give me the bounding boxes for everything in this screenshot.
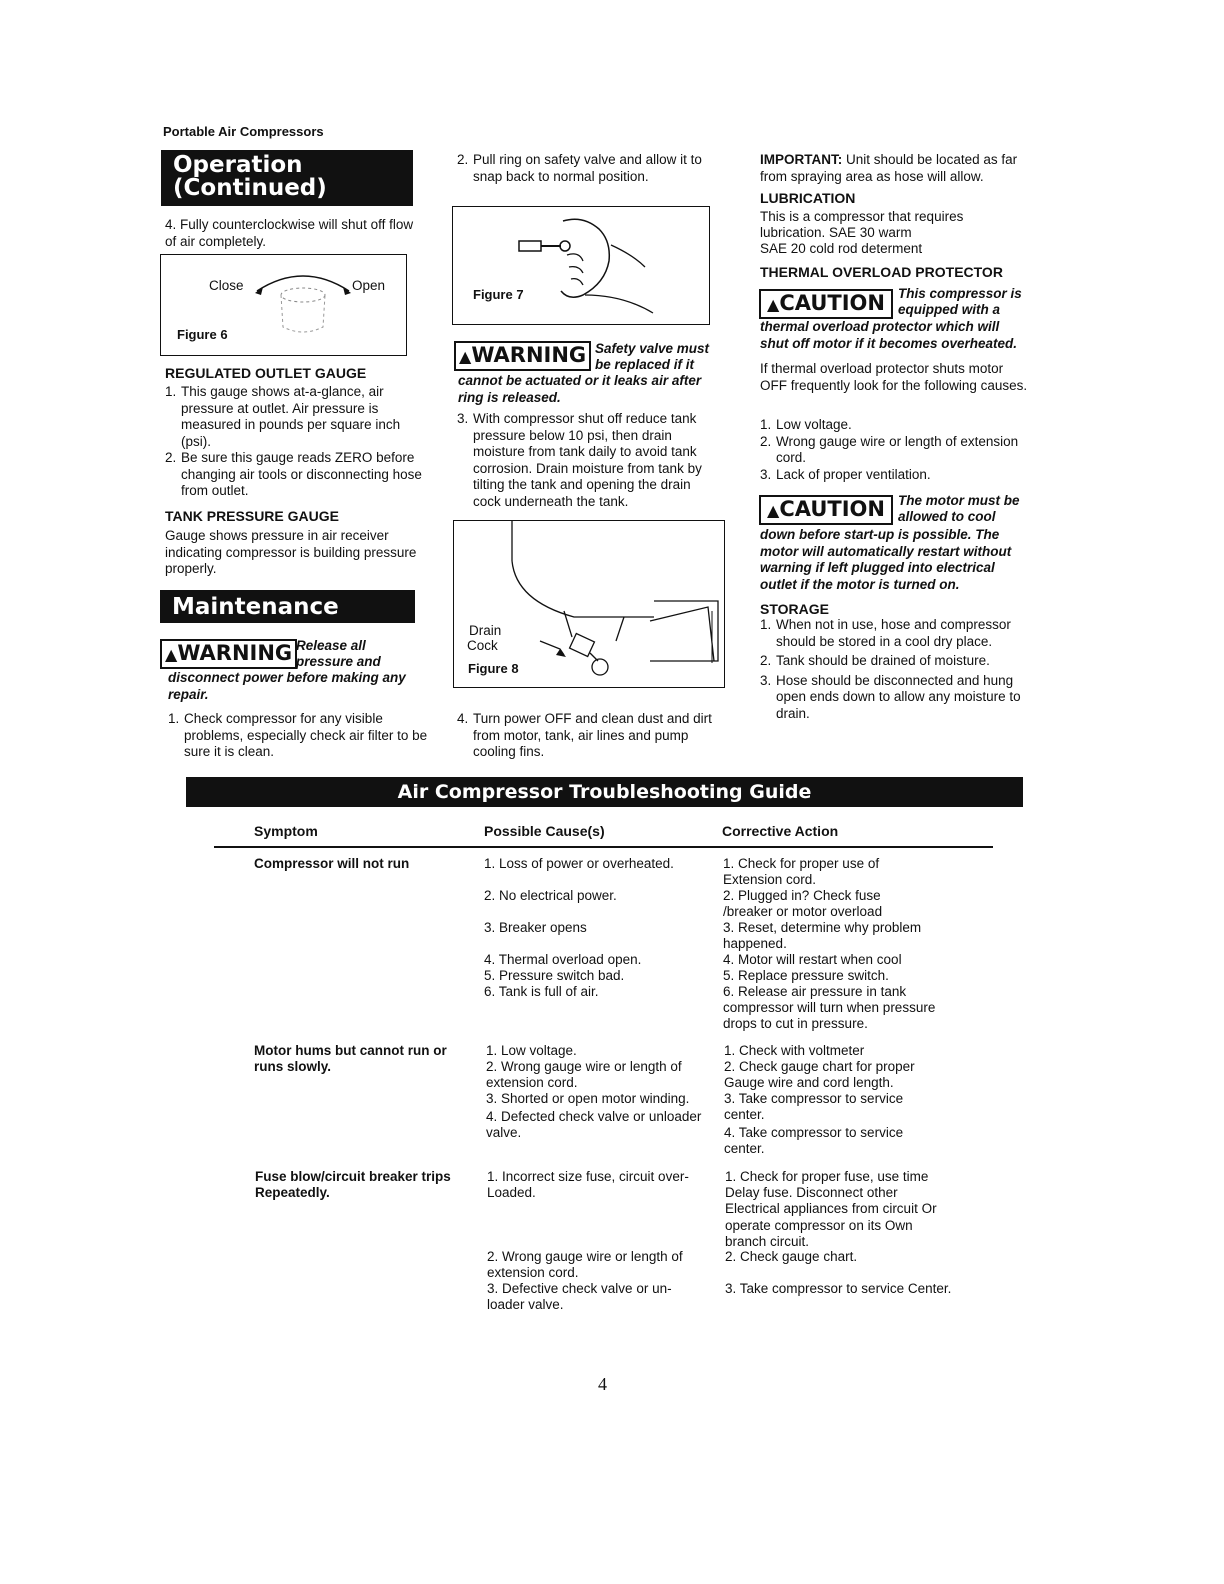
lubrication-line1: This is a compressor that requires <box>760 209 964 224</box>
storage-title: STORAGE <box>760 601 829 617</box>
safety-warning-badge: ▲WARNING <box>454 341 591 371</box>
section-header: Portable Air Compressors <box>163 124 324 139</box>
col2-step3 <box>457 411 719 510</box>
operation-banner-line1: Operation <box>173 152 303 178</box>
tank-gauge-title: TANK PRESSURE GAUGE <box>165 508 339 524</box>
action-cell: 3. Take compressor to service center. <box>724 1091 904 1123</box>
cause-cell: 5. Pressure switch bad. <box>484 968 625 983</box>
figure8-cock-label: Cock <box>467 638 498 653</box>
list-item: 2. Wrong gauge wire or length of extension cord. <box>760 433 1019 465</box>
thermal-title: THERMAL OVERLOAD PROTECTOR <box>760 264 1003 280</box>
caution-icon: ▲ <box>767 295 780 314</box>
motor-caution-text-b: allowed to cool <box>898 509 996 524</box>
lubrication-line2: lubrication. SAE 30 warm <box>760 225 912 240</box>
figure6-close-label: Close <box>209 278 244 293</box>
action-cell: 2. Check gauge chart for proper Gauge wire and cord length. <box>724 1059 915 1091</box>
col2-step4 <box>457 711 732 761</box>
list-item: 1. Check compressor for any visible problems, especially check air filter to be sure it is clean. <box>168 711 428 759</box>
warning-icon: ▲ <box>165 645 178 664</box>
thermal-causes-list <box>760 417 1020 483</box>
page-number: 4 <box>598 1374 607 1394</box>
maintenance-warning-badge: ▲WARNING <box>160 639 297 669</box>
maintenance-warning-text-c: disconnect power before making any repair. <box>168 670 406 702</box>
action-cell: 2. Plugged in? Check fuse /breaker or motor overload <box>723 888 883 920</box>
maintenance-warning-text-b: pressure and <box>296 654 381 669</box>
list-item: 3. Lack of proper ventilation. <box>760 466 931 482</box>
figure6-open-label: Open <box>352 278 386 293</box>
action-cell: 1. Check for proper fuse, use time Delay fuse. Disconnect other Electrical appliances from circuit Or operate compressor on its Own branch circuit. <box>725 1169 937 1249</box>
cause-cell: 2. Wrong gauge wire or length of extension cord. <box>487 1249 683 1281</box>
figure8-drain-label: Drain <box>469 623 502 638</box>
list-item: 1. This gauge shows at-a-glance, air pressure at outlet. Air pressure is measured in pounds per square inch (psi). <box>165 384 401 449</box>
figure8-label: Figure 8 <box>468 661 519 676</box>
header-divider <box>214 846 993 848</box>
col2-step2 <box>457 152 719 185</box>
column-header-symptom: Symptom <box>254 823 318 839</box>
symptom-cell: Motor hums but cannot run or runs slowly. <box>254 1043 447 1075</box>
cause-cell: 2. Wrong gauge wire or length of extension cord. <box>486 1059 682 1091</box>
list-item: 1. Low voltage. <box>760 417 852 432</box>
figure-8 <box>453 520 725 688</box>
action-cell: 6. Release air pressure in tank compressor will turn when pressure drops to cut in pressure. <box>723 984 936 1032</box>
cause-cell: 6. Tank is full of air. <box>484 984 599 999</box>
cause-cell: 1. Incorrect size fuse, circuit over-Loaded. <box>487 1169 689 1201</box>
storage-list <box>760 617 1030 722</box>
figure-6 <box>160 254 407 356</box>
list-item: 1. When not in use, hose and compressor should be stored in a cool dry place. <box>760 617 1011 649</box>
operation-banner-line2: (Continued) <box>173 175 327 201</box>
operation-banner <box>161 150 413 206</box>
list-item: 2. Tank should be drained of moisture. <box>760 653 990 668</box>
figure6-label: Figure 6 <box>177 327 228 342</box>
figure7-label: Figure 7 <box>473 287 524 302</box>
symptom-cell: Fuse blow/circuit breaker trips Repeatedly. <box>255 1169 451 1201</box>
cause-cell: 3. Defective check valve or un-loader valve. <box>487 1281 672 1313</box>
cause-cell: 1. Low voltage. <box>486 1043 577 1058</box>
motor-caution-text-c: down before start-up is possible. The motor will automatically restart without warning if left plugged into electrical outlet if the motor is turned on. <box>760 527 1012 592</box>
thermal-caution-badge: ▲CAUTION <box>759 289 893 319</box>
action-cell: 2. Check gauge chart. <box>725 1249 858 1264</box>
list-item: 4. Turn power OFF and clean dust and dirt from motor, tank, air lines and pump cooling fins. <box>457 711 712 759</box>
maintenance-list <box>168 711 440 761</box>
list-item: 3. With compressor shut off reduce tank pressure below 10 psi, then drain moisture from tank daily to avoid tank corrosion. Drain moisture from tank by tilting the tank and opening the drain cock underneath the tank. <box>457 411 702 509</box>
safety-warning-text-b: be replaced if it <box>595 357 695 372</box>
maintenance-banner: Maintenance <box>160 590 415 623</box>
list-item: 2. Pull ring on safety valve and allow it to snap back to normal position. <box>457 152 702 184</box>
motor-caution-badge: ▲CAUTION <box>759 495 893 525</box>
regulated-gauge-list <box>165 384 425 500</box>
safety-warning-text-c: cannot be actuated or it leaks air after ring is released. <box>458 373 702 405</box>
cause-cell: 3. Shorted or open motor winding. <box>486 1091 690 1106</box>
cause-cell: 3. Breaker opens <box>484 920 587 935</box>
tank-gauge-text: Gauge shows pressure in air receiver indicating compressor is building pressure properly. <box>165 528 417 576</box>
important-note: IMPORTANT: Unit should be located as far from spraying area as hose will allow. <box>760 152 1018 184</box>
figure-7 <box>452 206 710 325</box>
regulated-gauge-title: REGULATED OUTLET GAUGE <box>165 365 367 381</box>
list-item: 2. Be sure this gauge reads ZERO before changing air tools or disconnecting hose from outlet. <box>165 450 422 498</box>
motor-caution-text-a: The motor must be <box>898 493 1020 508</box>
thermal-caution-text-b: equipped with a <box>898 302 1001 317</box>
maintenance-warning-text-a: Release all <box>296 638 366 653</box>
action-cell: 1. Check for proper use of Extension cord. <box>723 856 880 888</box>
list-item: 3. Hose should be disconnected and hung open ends down to allow any moisture to drain. <box>760 672 1021 721</box>
cause-cell: 4. Thermal overload open. <box>484 952 642 967</box>
action-cell: 3. Take compressor to service Center. <box>725 1281 952 1296</box>
action-cell: 4. Take compressor to service center. <box>724 1125 904 1157</box>
thermal-caution-text-a: This compressor is <box>898 286 1022 301</box>
caution-icon: ▲ <box>767 501 780 520</box>
warning-icon: ▲ <box>459 347 472 366</box>
troubleshooting-banner: Air Compressor Troubleshooting Guide <box>186 777 1023 807</box>
safety-warning-text-a: Safety valve must <box>595 341 710 356</box>
action-cell: 3. Reset, determine why problem happened. <box>723 920 922 952</box>
thermal-text: If thermal overload protector shuts motor OFF frequently look for the following causes. <box>760 361 1028 393</box>
operation-step4: 4. Fully counterclockwise will shut off flow of air completely. <box>165 217 414 249</box>
action-cell: 1. Check with voltmeter <box>724 1043 865 1058</box>
column-header-action: Corrective Action <box>722 823 839 839</box>
column-header-cause: Possible Cause(s) <box>484 823 605 839</box>
thermal-caution-text-c: thermal overload protector which will shut off motor if it becomes overheated. <box>760 319 1018 351</box>
symptom-cell: Compressor will not run <box>254 856 410 871</box>
action-cell: 4. Motor will restart when cool <box>723 952 902 967</box>
action-cell: 5. Replace pressure switch. <box>723 968 889 983</box>
lubrication-line3: SAE 20 cold rod determent <box>760 241 923 256</box>
cause-cell: 2. No electrical power. <box>484 888 617 903</box>
valve-knob-icon <box>251 267 355 345</box>
cause-cell: 1. Loss of power or overheated. <box>484 856 674 871</box>
cause-cell: 4. Defected check valve or unloader valve. <box>486 1109 702 1141</box>
lubrication-title: LUBRICATION <box>760 190 856 206</box>
safety-valve-hand-icon <box>513 211 693 319</box>
